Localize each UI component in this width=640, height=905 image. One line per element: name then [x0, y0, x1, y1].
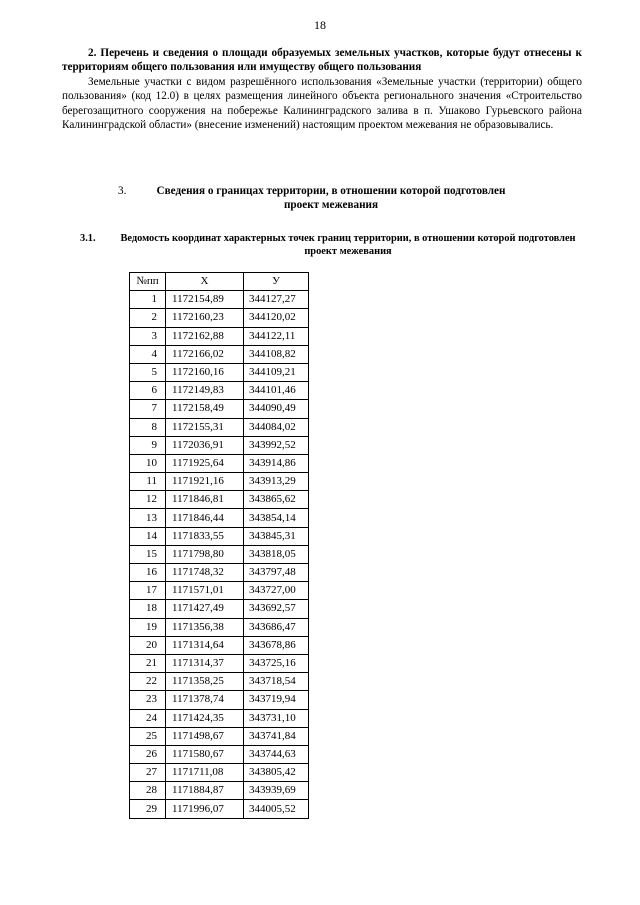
y-coordinate-cell: 343854,14: [244, 509, 309, 527]
y-coordinate-cell: 344108,82: [244, 345, 309, 363]
x-coordinate-cell: 1172149,83: [166, 382, 244, 400]
y-coordinate-cell: 344090,49: [244, 400, 309, 418]
point-number-cell: 10: [130, 454, 166, 472]
point-number-cell: 22: [130, 673, 166, 691]
section-2: [62, 46, 582, 132]
y-coordinate-cell: 343731,10: [244, 709, 309, 727]
table-row: [130, 654, 309, 672]
table-row: [130, 782, 309, 800]
y-coordinate-cell: 343686,47: [244, 618, 309, 636]
y-coordinate-cell: 343939,69: [244, 782, 309, 800]
x-coordinate-cell: 1172036,91: [166, 436, 244, 454]
x-coordinate-cell: 1171580,67: [166, 745, 244, 763]
table-row: [130, 527, 309, 545]
y-coordinate-cell: 343992,52: [244, 436, 309, 454]
x-coordinate-cell: 1172162,88: [166, 327, 244, 345]
y-coordinate-cell: 344084,02: [244, 418, 309, 436]
table-row: [130, 309, 309, 327]
point-number-cell: 5: [130, 363, 166, 381]
table-row: [130, 673, 309, 691]
point-number-cell: 6: [130, 382, 166, 400]
x-coordinate-cell: 1171356,38: [166, 618, 244, 636]
page-number: 18: [314, 18, 326, 32]
table-row: [130, 582, 309, 600]
point-number-cell: 24: [130, 709, 166, 727]
section-2-title: 2. Перечень и сведения о площади образуемых земельных участков, которые будут отнесены к территориям общего пользования или имуществу общего пользования: [62, 47, 582, 74]
point-number-cell: 12: [130, 491, 166, 509]
y-coordinate-cell: 344127,27: [244, 291, 309, 309]
table-row: [130, 545, 309, 563]
point-number-cell: 9: [130, 436, 166, 454]
table-row: [130, 382, 309, 400]
x-coordinate-cell: 1171748,32: [166, 564, 244, 582]
table-row: [130, 327, 309, 345]
section-3-number: 3.: [118, 185, 127, 197]
point-number-cell: 3: [130, 327, 166, 345]
section-2-body: Земельные участки с видом разрешённого использования «Земельные участки (территории) общего пользования» (код 12.0) в целях размещения линейного объекта регионального значения «Строительство берегозащитного сооружения на побережье Калининградского залива в п. Ушаково Гурьевского района Калининградской области» (внесение изменений) настоящим проектом межевания не образовывались.: [62, 75, 582, 132]
table-row: [130, 400, 309, 418]
point-number-cell: 7: [130, 400, 166, 418]
point-number-cell: 2: [130, 309, 166, 327]
point-number-cell: 15: [130, 545, 166, 563]
point-number-cell: 16: [130, 564, 166, 582]
table-row: [130, 418, 309, 436]
x-coordinate-cell: 1172160,16: [166, 363, 244, 381]
y-coordinate-cell: 343719,94: [244, 691, 309, 709]
x-coordinate-cell: 1171996,07: [166, 800, 244, 818]
table-row: [130, 727, 309, 745]
header-y: У: [244, 273, 309, 291]
y-coordinate-cell: 344005,52: [244, 800, 309, 818]
x-coordinate-cell: 1171711,08: [166, 764, 244, 782]
table-row: [130, 709, 309, 727]
y-coordinate-cell: 343727,00: [244, 582, 309, 600]
point-number-cell: 1: [130, 291, 166, 309]
table-row: [130, 564, 309, 582]
table-header-row: [130, 273, 309, 291]
table-row: [130, 454, 309, 472]
point-number-cell: 20: [130, 636, 166, 654]
x-coordinate-cell: 1171833,55: [166, 527, 244, 545]
y-coordinate-cell: 343797,48: [244, 564, 309, 582]
point-number-cell: 26: [130, 745, 166, 763]
x-coordinate-cell: 1171846,81: [166, 491, 244, 509]
point-number-cell: 18: [130, 600, 166, 618]
y-coordinate-cell: 343725,16: [244, 654, 309, 672]
x-coordinate-cell: 1172155,31: [166, 418, 244, 436]
x-coordinate-cell: 1171921,16: [166, 473, 244, 491]
point-number-cell: 27: [130, 764, 166, 782]
x-coordinate-cell: 1171884,87: [166, 782, 244, 800]
x-coordinate-cell: 1171424,35: [166, 709, 244, 727]
y-coordinate-cell: 344109,21: [244, 363, 309, 381]
table-row: [130, 291, 309, 309]
point-number-cell: 4: [130, 345, 166, 363]
y-coordinate-cell: 343818,05: [244, 545, 309, 563]
table-row: [130, 345, 309, 363]
x-coordinate-cell: 1171358,25: [166, 673, 244, 691]
header-x: X: [166, 273, 244, 291]
x-coordinate-cell: 1172154,89: [166, 291, 244, 309]
y-coordinate-cell: 343692,57: [244, 600, 309, 618]
point-number-cell: 19: [130, 618, 166, 636]
x-coordinate-cell: 1171798,80: [166, 545, 244, 563]
point-number-cell: 25: [130, 727, 166, 745]
table-row: [130, 800, 309, 818]
y-coordinate-cell: 343744,63: [244, 745, 309, 763]
point-number-cell: 29: [130, 800, 166, 818]
point-number-cell: 13: [130, 509, 166, 527]
y-coordinate-cell: 343913,29: [244, 473, 309, 491]
y-coordinate-cell: 343914,86: [244, 454, 309, 472]
y-coordinate-cell: 343718,54: [244, 673, 309, 691]
y-coordinate-cell: 343865,62: [244, 491, 309, 509]
x-coordinate-cell: 1171846,44: [166, 509, 244, 527]
subsection-3-1-title: Ведомость координат характерных точек границ территории, в отношении которой подготовлен проект межевания: [120, 233, 576, 257]
table-row: [130, 636, 309, 654]
point-number-cell: 17: [130, 582, 166, 600]
point-number-cell: 21: [130, 654, 166, 672]
y-coordinate-cell: 344120,02: [244, 309, 309, 327]
header-point-number: №пп: [130, 273, 166, 291]
subsection-3-1-number: 3.1.: [80, 233, 96, 244]
table-row: [130, 363, 309, 381]
x-coordinate-cell: 1171378,74: [166, 691, 244, 709]
y-coordinate-cell: 343805,42: [244, 764, 309, 782]
x-coordinate-cell: 1172158,49: [166, 400, 244, 418]
x-coordinate-cell: 1171314,37: [166, 654, 244, 672]
subsection-3-1-heading: [80, 232, 580, 258]
table-row: [130, 600, 309, 618]
y-coordinate-cell: 344101,46: [244, 382, 309, 400]
table-row: [130, 473, 309, 491]
y-coordinate-cell: 343845,31: [244, 527, 309, 545]
x-coordinate-cell: 1171925,64: [166, 454, 244, 472]
coordinates-table: [129, 272, 309, 819]
x-coordinate-cell: 1171427,49: [166, 600, 244, 618]
point-number-cell: 11: [130, 473, 166, 491]
table-row: [130, 691, 309, 709]
table-row: [130, 764, 309, 782]
table-row: [130, 618, 309, 636]
y-coordinate-cell: 343741,84: [244, 727, 309, 745]
point-number-cell: 28: [130, 782, 166, 800]
table-row: [130, 436, 309, 454]
x-coordinate-cell: 1172166,02: [166, 345, 244, 363]
section-3-heading: [62, 184, 582, 213]
x-coordinate-cell: 1171571,01: [166, 582, 244, 600]
x-coordinate-cell: 1172160,23: [166, 309, 244, 327]
table-row: [130, 491, 309, 509]
y-coordinate-cell: 344122,11: [244, 327, 309, 345]
point-number-cell: 8: [130, 418, 166, 436]
point-number-cell: 23: [130, 691, 166, 709]
table-row: [130, 745, 309, 763]
x-coordinate-cell: 1171314,64: [166, 636, 244, 654]
y-coordinate-cell: 343678,86: [244, 636, 309, 654]
x-coordinate-cell: 1171498,67: [166, 727, 244, 745]
section-3-title: Сведения о границах территории, в отношении которой подготовлен проект межевания: [156, 185, 506, 212]
point-number-cell: 14: [130, 527, 166, 545]
table-row: [130, 509, 309, 527]
